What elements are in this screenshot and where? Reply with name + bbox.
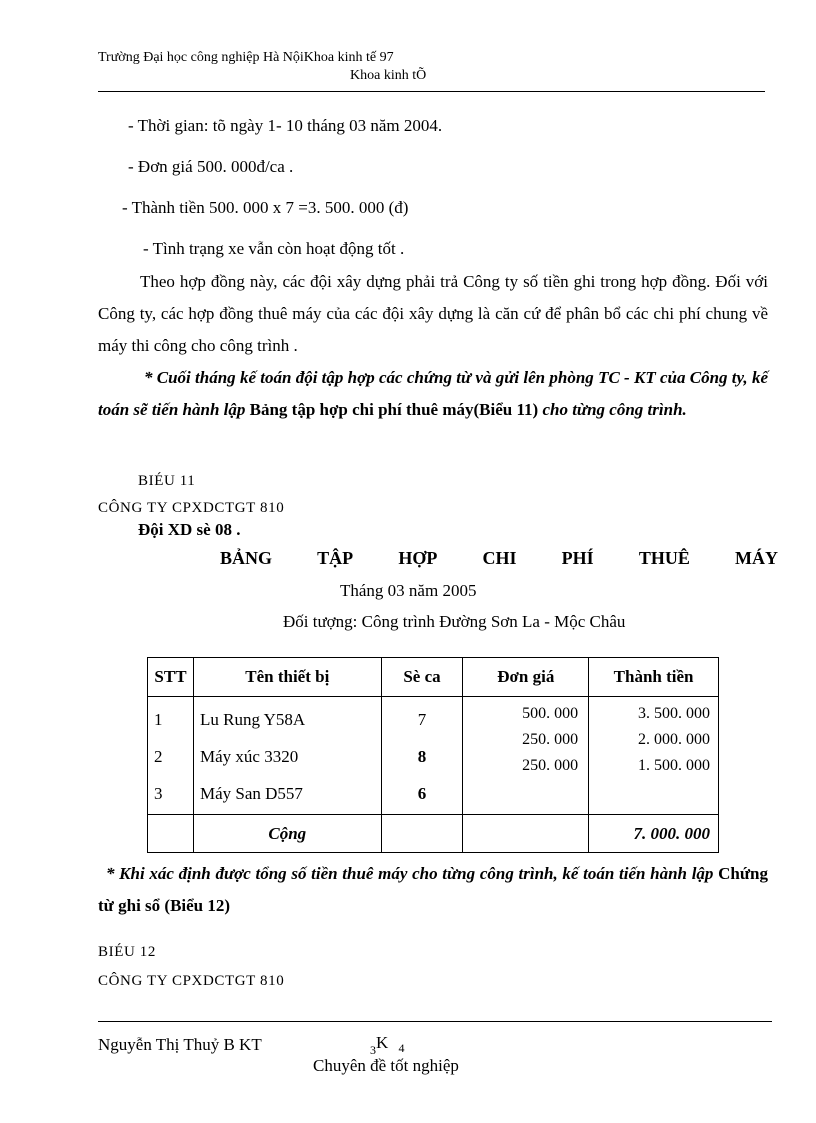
table-total-row: [148, 815, 719, 853]
amount-value: 3. 500. 000: [638, 705, 710, 722]
amount-value: 1. 500. 000: [638, 757, 710, 774]
form12-company: CÔNG TY CPXDCTGT 810: [98, 973, 285, 989]
title-word: PHÍ: [561, 548, 594, 568]
title-word: HỢP: [398, 548, 438, 568]
stt-value: 3: [154, 784, 163, 803]
footer-class-num: 4: [398, 1041, 405, 1055]
shift-value: 7: [417, 710, 427, 729]
shift-value: 6: [417, 784, 427, 803]
machine-rental-table: [147, 657, 719, 853]
stt-value: 2: [154, 747, 163, 766]
cell-total-empty: [148, 815, 194, 853]
note-month-end: [98, 362, 768, 426]
cell-stt: [148, 697, 194, 815]
form11-subject: Đối tượng: Công trình Đường Sơn La - Mộc Châu: [283, 612, 626, 631]
cell-total-empty: [463, 815, 589, 853]
footer-author: Nguyễn Thị Thuỷ B KT: [98, 1035, 262, 1054]
title-word: CHI: [482, 548, 517, 568]
footer-class: [370, 1033, 405, 1058]
col-header-stt: STT: [148, 658, 194, 697]
title-word: BẢNG: [220, 548, 273, 568]
line-time: - Thời gian: tõ ngày 1- 10 tháng 03 năm 2004.: [128, 116, 443, 135]
form11-company: CÔNG TY CPXDCTGT 810: [98, 500, 285, 516]
device-name: Máy San D557: [199, 784, 303, 803]
note-ledger-a: * Khi xác định được tổng số tiền thuê máy cho từng công trình, kế toán tiến hành lập: [106, 864, 714, 883]
footer-topic: Chuyên đề tốt nghiệp: [313, 1056, 459, 1075]
form11-team: Đội XD sè 08 .: [138, 520, 241, 539]
note-month-end-c: cho từng công trình.: [538, 400, 687, 419]
device-name: Máy xúc 3320: [199, 747, 299, 766]
title-word: MÁY: [735, 548, 778, 568]
form11-label: BIÉU 11: [138, 473, 196, 489]
unit-price-value: 500. 000: [522, 705, 579, 722]
form11-title: [220, 548, 778, 569]
note-ledger: [98, 858, 768, 922]
form12-label: BIÉU 12: [98, 944, 156, 960]
stt-value: 1: [154, 710, 163, 729]
table-body-row: [148, 697, 719, 815]
cell-device: [193, 697, 381, 815]
unit-price-value: 250. 000: [522, 757, 579, 774]
paragraph-contract: Theo hợp đồng này, các đội xây dựng phải trả Công ty số tiền ghi trong hợp đồng. Đối với Công ty, các hợp đồng thuê máy của các đội xây dựng là căn cứ để phân bổ các chi phí chung về máy thi công cho công trình .: [98, 272, 768, 355]
footer-class-k: K: [376, 1033, 389, 1052]
col-header-unit-price: Đơn giá: [463, 658, 589, 697]
footer-rule: [98, 1021, 772, 1022]
note-month-end-a: * Cuối tháng kế toán đội tập hợp các chứng từ và gửi lên phòng TC - KT của Công ty, kế toán sẽ tiến hành lập: [98, 368, 768, 419]
title-word: THUÊ: [638, 548, 690, 568]
amount-value: 2. 000. 000: [638, 731, 710, 748]
table-header-row: [148, 658, 719, 697]
cell-shifts: [381, 697, 463, 815]
total-amount: 7. 000. 000: [589, 815, 719, 853]
note-ledger-b: Chứng từ ghi sổ (Biểu 12): [98, 864, 768, 915]
col-header-device: Tên thiết bị: [193, 658, 381, 697]
shift-value: 8: [417, 747, 427, 766]
footer-class-sub: 3: [370, 1043, 376, 1057]
note-month-end-b: Bảng tập hợp chi phí thuê máy(Biểu 11): [245, 400, 539, 419]
header-rule: [98, 91, 765, 92]
total-label: Cộng: [193, 815, 381, 853]
col-header-shifts: Sè ca: [381, 658, 463, 697]
line-status: - Tình trạng xe vẫn còn hoạt động tốt .: [143, 239, 405, 258]
header-school: Trường Đại học công nghiệp Hà NộiKhoa kinh tế 97: [98, 50, 394, 65]
col-header-amount: Thành tiền: [589, 658, 719, 697]
title-word: TẬP: [317, 548, 354, 568]
device-name: Lu Rung Y58A: [199, 710, 306, 729]
form11-period: Tháng 03 năm 2005: [340, 581, 477, 600]
line-unit-price: - Đơn giá 500. 000đ/ca .: [128, 157, 294, 176]
unit-price-value: 250. 000: [522, 731, 579, 748]
line-amount: - Thành tiền 500. 000 x 7 =3. 500. 000 (đ): [122, 198, 409, 217]
cell-unit-price: [463, 697, 589, 815]
cell-total-empty: [381, 815, 463, 853]
cell-amount: [589, 697, 719, 815]
header-faculty: Khoa kinh tÕ: [350, 68, 427, 83]
